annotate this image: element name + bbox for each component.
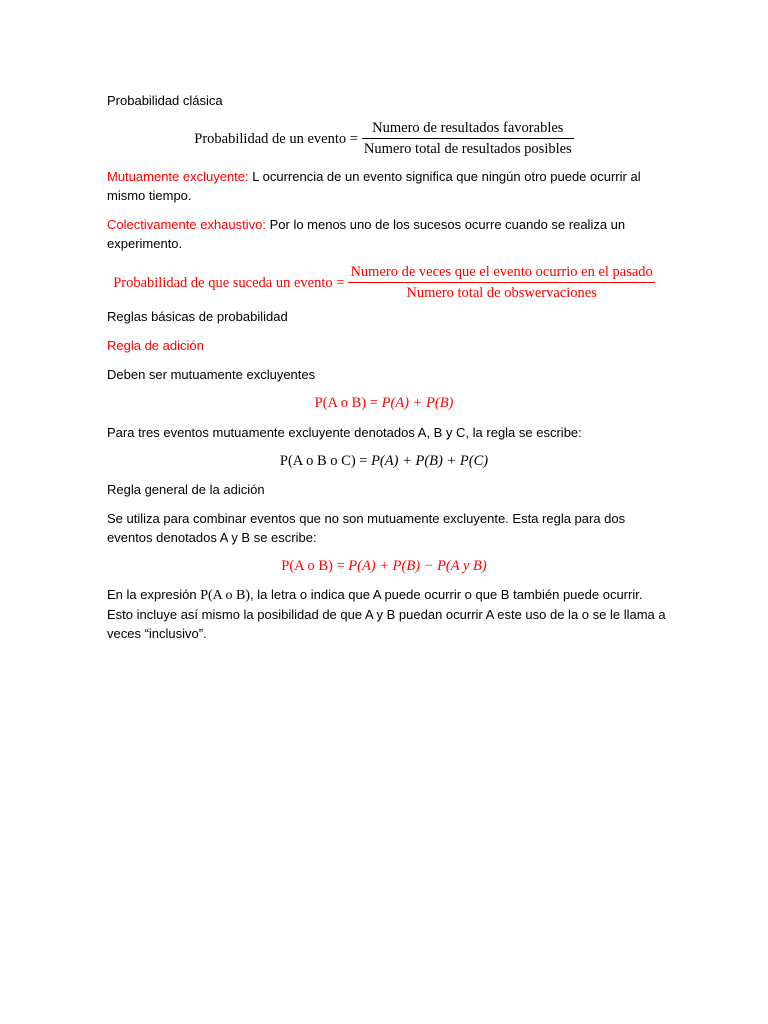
formula-fraction (362, 119, 574, 158)
formula-denominator: Numero total de obswervaciones (406, 285, 597, 301)
definition-term: Colectivamente exhaustivo: (107, 217, 266, 232)
formula-lhs: Probabilidad de un evento = (194, 130, 358, 147)
section-heading-addition-rule: Regla de adición (107, 338, 204, 353)
section-heading-classic: Probabilidad clásica (107, 93, 223, 108)
formula-lhs: P(A o B o C) = (279, 453, 372, 469)
paragraph-expression (107, 585, 667, 643)
expression-before: En la expresión (107, 587, 201, 602)
definition-text: Por lo menos uno de los sucesos ocurre cuando se realiza un experimento. (107, 217, 626, 251)
definition-term: Mutuamente excluyente: (107, 169, 249, 184)
definition-text: L ocurrencia de un evento significa que ningún otro puede ocurrir al mismo tiempo. (107, 169, 641, 203)
formula-lhs: P(A o B) = (281, 558, 349, 574)
paragraph-must-be-exclusive: Deben ser mutuamente excluyentes (107, 367, 316, 382)
expression-after: , la letra o indica que A puede ocurrir o que B también puede ocurrir. Esto incluye así mismo la posibilidad de que A y B puedan ocurrir A este uso de la o se le llama a veces “inclusivo”. (107, 587, 666, 641)
formula-empirical-probability (0, 263, 768, 302)
formula-classic-probability (0, 119, 768, 158)
paragraph-general-rule: Se utiliza para combinar eventos que no son mutuamente excluyente. Esta regla para dos eventos denotados A y B se escribe: (107, 511, 626, 545)
formula-general-addition (0, 557, 768, 575)
formula-rhs: P(A) + P(B) + P(C) (371, 453, 489, 469)
formula-three-events (0, 452, 768, 470)
formula-two-events (0, 394, 768, 412)
paragraph-three-events: Para tres eventos mutuamente excluyente denotados A, B y C, la regla se escribe: (107, 425, 582, 440)
formula-fraction (348, 263, 654, 302)
formula-denominator: Numero total de resultados posibles (363, 141, 572, 157)
definition-collectively-exhaustive (107, 215, 667, 253)
formula-numerator: Numero de veces que el evento ocurrio en el pasado (350, 264, 653, 280)
formula-lhs: P(A o B) = (314, 395, 382, 411)
formula-rhs: P(A) + P(B) (381, 395, 454, 411)
definition-mutually-exclusive (107, 167, 667, 205)
expression-math: P(A o B) (200, 588, 251, 603)
formula-rhs: P(A) + P(B) − P(A y B) (348, 558, 487, 574)
section-heading-basic-rules: Reglas básicas de probabilidad (107, 309, 288, 324)
section-heading-general-rule: Regla general de la adición (107, 482, 265, 497)
formula-numerator: Numero de resultados favorables (372, 120, 564, 136)
formula-lhs: Probabilidad de que suceda un evento = (113, 274, 345, 291)
